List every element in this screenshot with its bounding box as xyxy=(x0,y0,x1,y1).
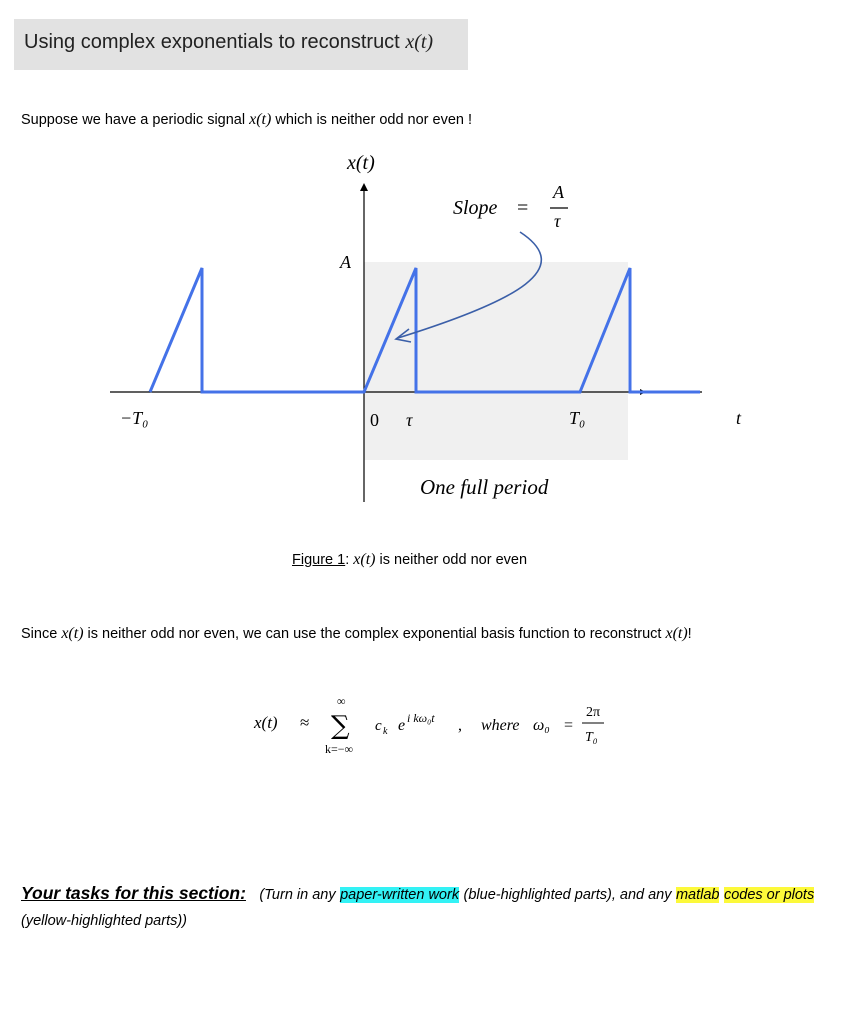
eq-frac-num: 2π xyxy=(586,705,601,720)
y-axis-label: x(t) xyxy=(347,152,375,174)
eq-approx: ≈ xyxy=(300,713,310,732)
slope-equals: = xyxy=(517,197,529,219)
since-suffix: ! xyxy=(687,626,692,642)
yellow-highlight-2: codes or plots xyxy=(723,887,815,903)
section-title xyxy=(14,19,468,70)
neg-period-label: −T₀ xyxy=(120,408,149,428)
amplitude-label: A xyxy=(340,252,351,272)
yellow-highlight-1: matlab xyxy=(675,887,720,903)
intro-math: x(t) xyxy=(249,111,272,128)
tasks-text-3: (yellow-highlighted parts)) xyxy=(21,913,188,929)
figure-caption-sep: : xyxy=(345,552,350,568)
eq-sum-upper: ∞ xyxy=(337,694,346,708)
since-middle: is neither odd nor even, we can use the complex exponential basis function to reconstruct xyxy=(87,626,662,642)
figure-caption xyxy=(292,551,527,569)
since-math-1: x(t) xyxy=(61,625,84,642)
eq-sum-symbol: ∑ xyxy=(331,711,350,741)
eq-comma: , xyxy=(458,717,462,734)
slope-word: Slope xyxy=(453,197,498,219)
tasks-section xyxy=(21,880,821,934)
since-math-2: x(t) xyxy=(665,625,688,642)
since-paragraph xyxy=(21,625,692,643)
eq-omega: ω₀ xyxy=(533,717,550,734)
eq-exp-base: e xyxy=(398,717,406,734)
period-caption: One full period xyxy=(420,475,549,499)
since-prefix: Since xyxy=(21,626,58,642)
fourier-equation xyxy=(0,690,850,770)
title-text: Using complex exponentials to reconstruct xyxy=(24,31,400,53)
blue-highlight: paper-written work xyxy=(340,887,460,903)
tasks-text-2: (blue-highlighted parts), and any xyxy=(463,887,672,903)
intro-prefix: Suppose we have a periodic signal xyxy=(21,112,246,128)
slope-numerator: A xyxy=(553,182,564,202)
intro-paragraph xyxy=(21,111,472,129)
eq-lhs: x(t) xyxy=(254,713,278,732)
figure-caption-math: x(t) xyxy=(353,551,376,568)
eq-exponent: i kω₀t xyxy=(407,711,435,725)
eq-coef-sub: k xyxy=(383,726,388,737)
tasks-text-1: (Turn in any xyxy=(259,887,336,903)
eq-coef: c xyxy=(375,718,382,734)
period-label: T₀ xyxy=(569,408,586,428)
figure-caption-label: Figure 1 xyxy=(292,552,346,568)
tau-label: τ xyxy=(406,410,413,430)
eq-sum-lower: k=−∞ xyxy=(325,742,354,756)
figure-caption-text: is neither odd nor even xyxy=(379,552,528,568)
eq-equals: = xyxy=(564,717,574,734)
zero-label: 0 xyxy=(370,410,379,430)
eq-where: where xyxy=(481,717,520,734)
tasks-heading: Your tasks for this section: xyxy=(21,883,246,903)
signal-figure xyxy=(0,140,850,530)
time-label: t xyxy=(736,408,742,428)
slope-denominator: τ xyxy=(554,211,561,231)
eq-frac-den: T₀ xyxy=(585,730,598,745)
vertical-axis-arrow xyxy=(360,183,368,191)
title-math: x(t) xyxy=(405,31,434,53)
intro-suffix: which is neither odd nor even ! xyxy=(275,112,473,128)
period-shade xyxy=(364,262,628,460)
